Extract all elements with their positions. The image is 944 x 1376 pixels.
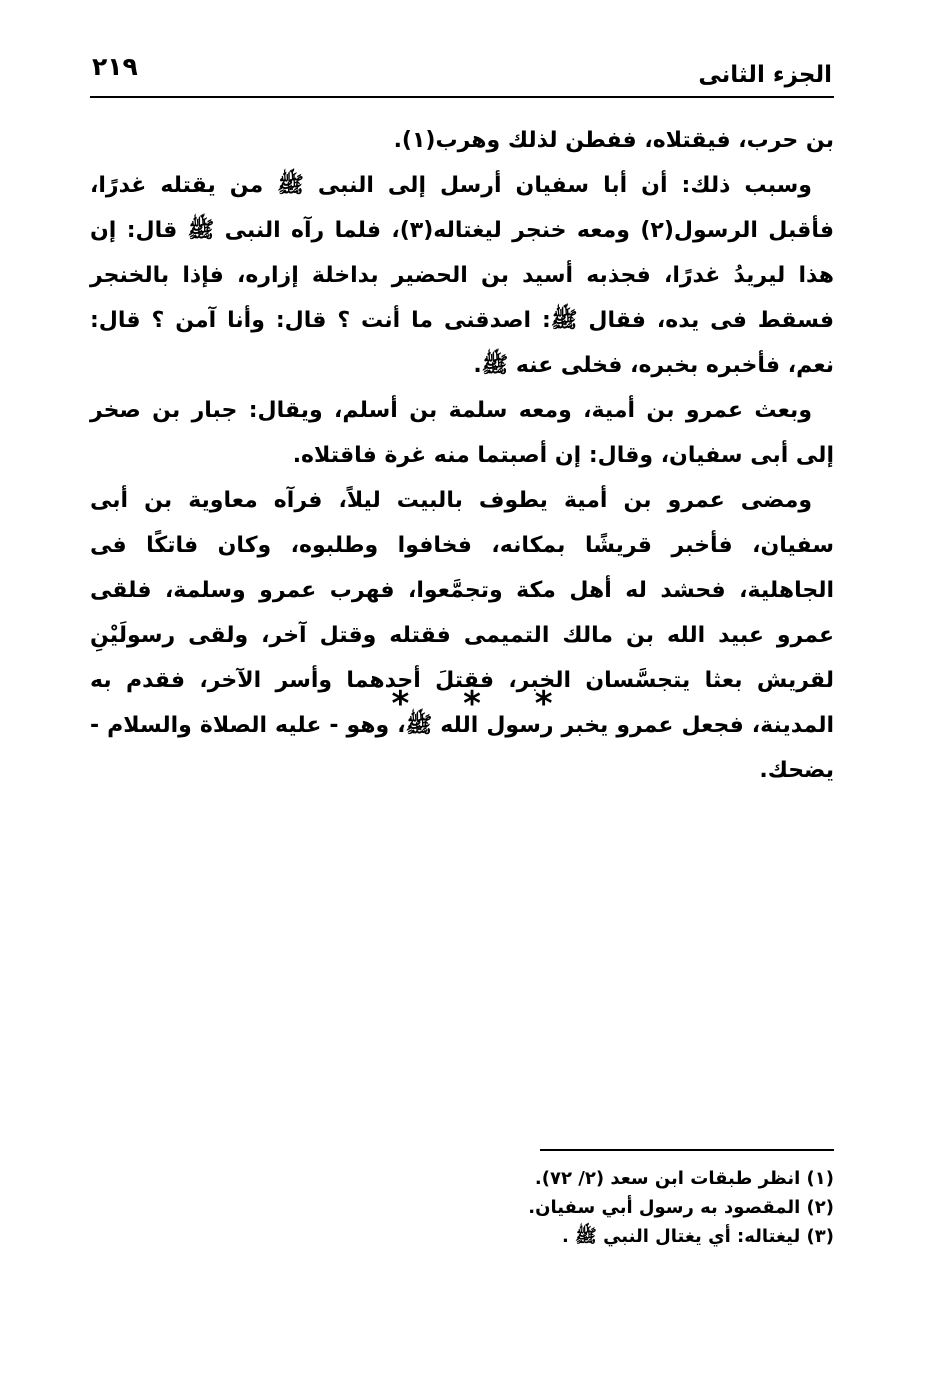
running-head: الجزء الثانى bbox=[698, 62, 832, 88]
separator-asterisk: * bbox=[534, 684, 553, 724]
paragraph-1: بن حرب، فيقتلاه، ففطن لذلك وهرب(١). bbox=[393, 128, 834, 153]
page-number: ٢١٩ bbox=[92, 52, 138, 81]
footnotes bbox=[300, 1164, 834, 1251]
separator-asterisk: * bbox=[463, 684, 481, 724]
paragraph-3: وبعث عمرو بن أمية، ومعه سلمة بن أسلم، ويقال: جبار بن صخر إلى أبى سفيان، وقال: إن أصبتما منه غرة فاقتلاه. bbox=[90, 398, 834, 468]
footnote-2: (٢) المقصود به رسول أبي سفيان. bbox=[528, 1197, 834, 1218]
section-separator bbox=[0, 684, 944, 724]
paragraph-4: ومضى عمرو بن أمية يطوف بالبيت ليلاً، فرآه معاوية بن أبى سفيان، فأخبر قريشًا بمكانه، فخافوا وطلبوه، وكان فاتكًا فى الجاهلية، فحشد له أهل مكة وتجمَّعوا، فهرب عمرو وسلمة، فلقى عمرو عبيد الله بن مالك التميمى فقتله وقتل آخر، ولقى رسولَيْنِ لقريش بعثا يتجسَّسان الخبر، فقتلَ أحدهما وأسر الآخر، فقدم به المدينة، فجعل عمرو يخبر رسول الله ﷺ، وهو - عليه الصلاة والسلام - يضحك. bbox=[90, 488, 834, 783]
footnote-divider bbox=[540, 1149, 834, 1151]
paragraph-2: وسبب ذلك: أن أبا سفيان أرسل إلى النبى ﷺ من يقتله غدرًا، فأقبل الرسول(٢) ومعه خنجر ليغتاله(٣)، فلما رآه النبى ﷺ قال: إن هذا ليريدُ غدرًا، فجذبه أسيد بن الحضير بداخلة إزاره، فإذا بالخنجر فسقط فى يده، فقال ﷺ: اصدقنى ما أنت ؟ قال: وأنا آمن ؟ قال: نعم، فأخبره بخبره، فخلى عنه ﷺ. bbox=[90, 173, 834, 378]
footnote-3: (٣) ليغتاله: أي يغتال النبي ﷺ . bbox=[561, 1226, 834, 1247]
page-header bbox=[90, 48, 834, 98]
footnote-1: (١) انظر طبقات ابن سعد (٢/ ٧٢). bbox=[534, 1168, 834, 1189]
separator-asterisk: * bbox=[391, 684, 410, 724]
